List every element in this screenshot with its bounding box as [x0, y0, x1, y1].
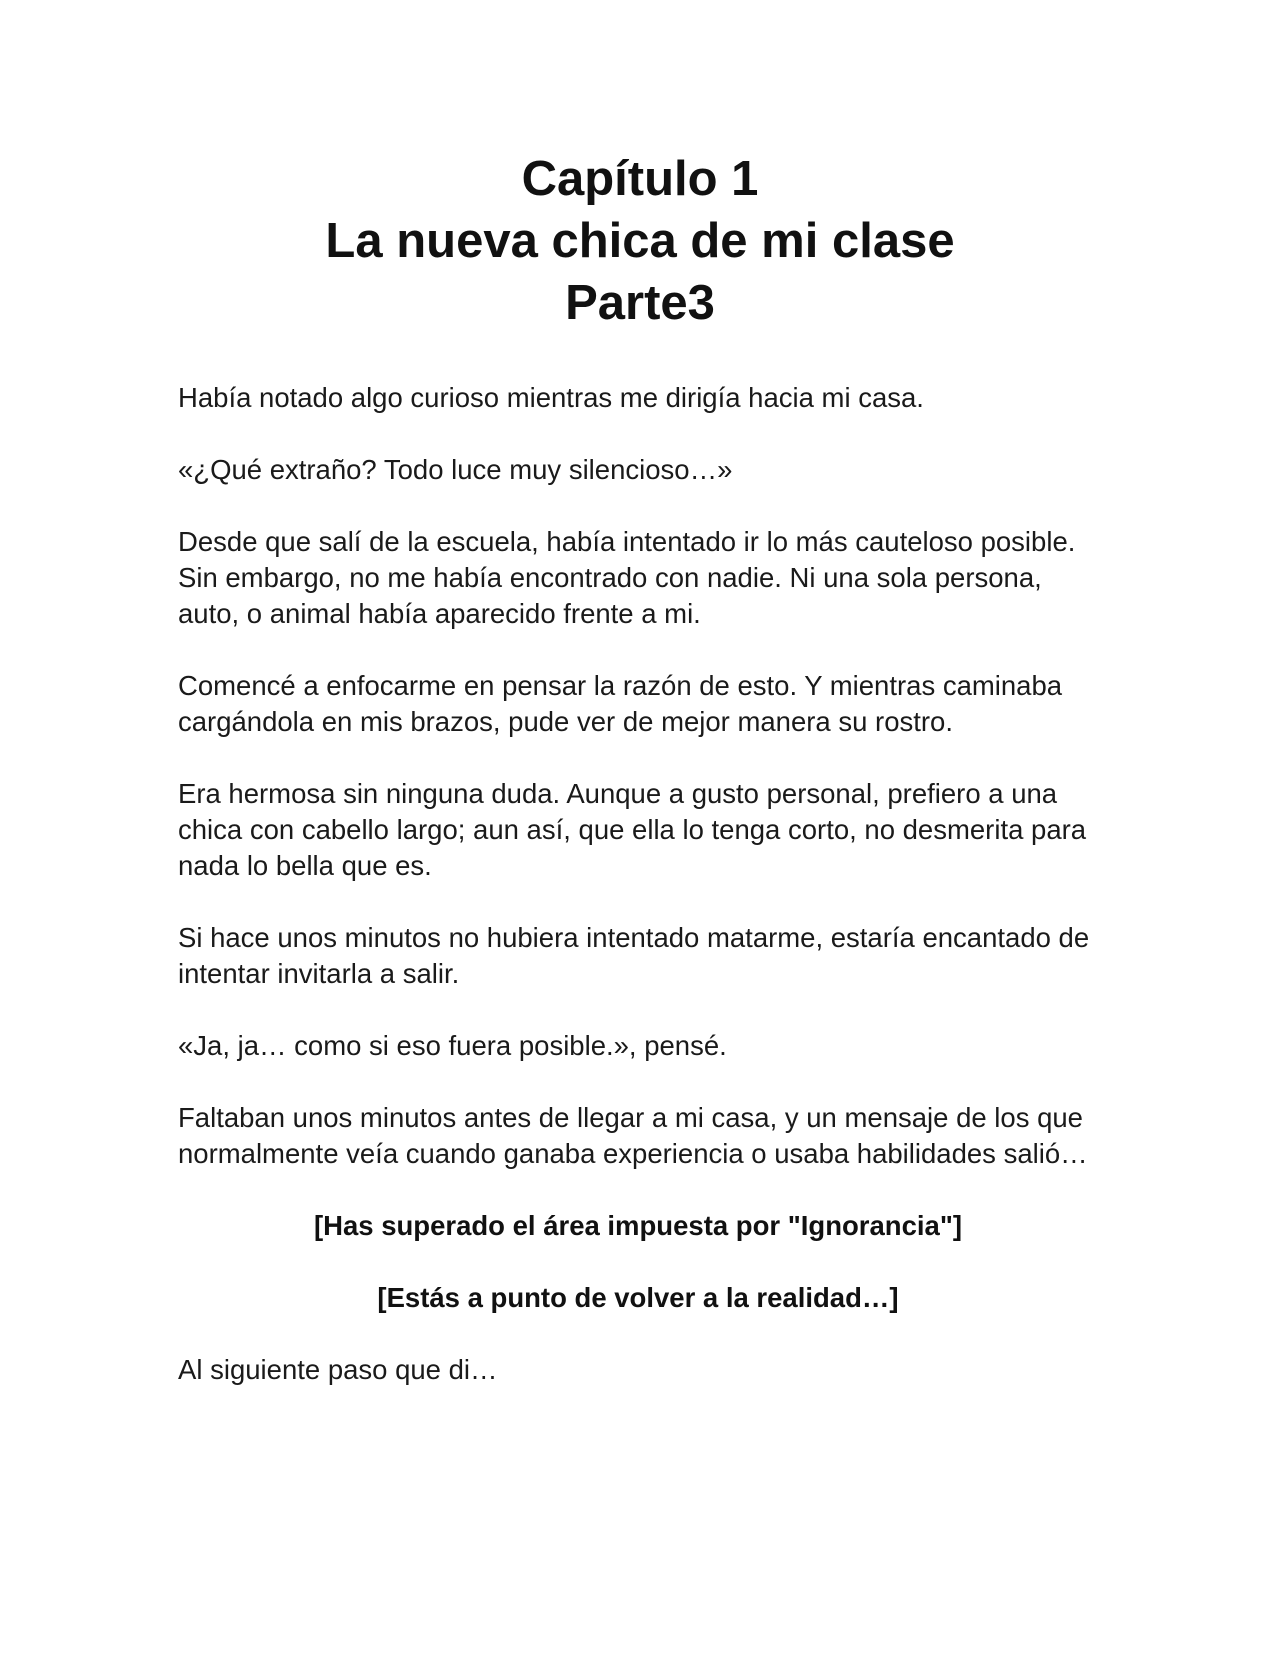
chapter-number: Capítulo 1	[521, 152, 759, 206]
chapter-part: Parte3	[565, 276, 715, 330]
paragraph: Al siguiente paso que di…	[178, 1354, 498, 1385]
paragraph: Había notado algo curioso mientras me dirigía hacia mi casa.	[178, 382, 924, 413]
paragraph: Faltaban unos minutos antes de llegar a mi casa, y un mensaje de los que normalmente veía cuando ganaba experiencia o usaba habilidades salió…	[178, 1102, 1088, 1169]
paragraph: Desde que salí de la escuela, había intentado ir lo más cauteloso posible. Sin embargo, no me había encontrado con nadie. Ni una sola persona, auto, o animal había aparecido frente a mi.	[178, 526, 1076, 629]
paragraph: Era hermosa sin ninguna duda. Aunque a gusto personal, prefiero a una chica con cabello largo; aun así, que ella lo tenga corto, no desmerita para nada lo bella que es.	[178, 778, 1087, 881]
paragraph: «¿Qué extraño? Todo luce muy silencioso…»	[178, 454, 733, 485]
paragraph: Comencé a enfocarme en pensar la razón de esto. Y mientras caminaba cargándola en mis brazos, pude ver de mejor manera su rostro.	[178, 670, 1063, 737]
document-body	[178, 380, 1098, 1424]
system-message: [Estás a punto de volver a la realidad…]	[377, 1282, 899, 1313]
chapter-name: La nueva chica de mi clase	[325, 214, 955, 268]
system-message: [Has superado el área impuesta por "Ignorancia"]	[313, 1210, 963, 1241]
chapter-title	[0, 148, 1280, 334]
paragraph: Si hace unos minutos no hubiera intentado matarme, estaría encantado de intentar invitarla a salir.	[178, 922, 1090, 989]
paragraph: «Ja, ja… como si eso fuera posible.», pensé.	[178, 1030, 727, 1061]
